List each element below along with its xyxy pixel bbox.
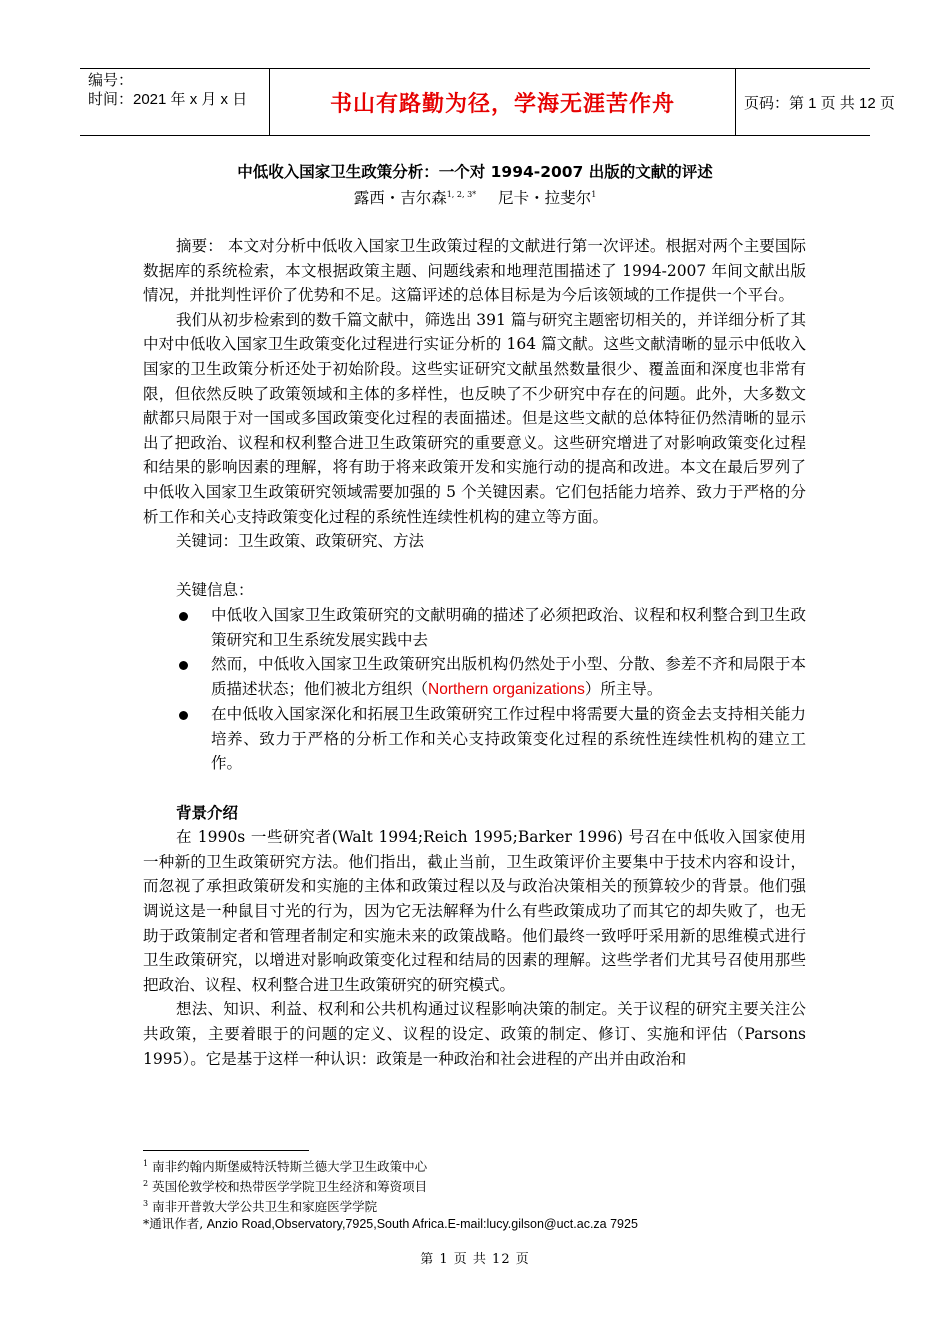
author-2-affiliation: 1 <box>591 189 597 199</box>
keywords: 关键词：卫生政策、政策研究、方法 <box>176 532 425 551</box>
header-date-label: 时间：2021 年 x 月 x 日 <box>88 91 248 108</box>
footnote-1 <box>143 1156 843 1176</box>
bullet-text-2-highlight: Northern organizations <box>428 680 585 698</box>
abstract-paragraph-2: 我们从初步检索到的数千篇文献中，筛选出 391 篇与研究主题密切相关的，并详细分析了其中对中低收入国家卫生政策变化过程进行实证分析的 164 篇文献。这些文献清晰的显示中低收入国家的卫生政策分析还处于初始阶段。这些实证研究文献虽然数量很少、覆盖面和深度也非常有限，但依然反映了政策领域和主体的多样性，也反映了不少研究中存在的问题。此外，大多数文献都只局限于对一国或多国政策变化过程的表面描述。但是这些文献的总体特征仍然清晰的显示出了把政治、议程和权利整合进卫生政策研究的重要意义。这些研究增进了对影响政策变化过程和结果的影响因素的理解，将有助于将来政策开发和实施行动的提高和改进。本文在最后罗列了中低收入国家卫生政策研究领域需要加强的 5 个关键因素。它们包括能力培养、致力于严格的分析工作和关心支持政策变化过程的系统性连续性机构的建立等方面。 <box>143 310 806 526</box>
authors <box>0 186 950 208</box>
bullet-dot-icon <box>179 661 188 670</box>
footnote-4 <box>143 1216 843 1233</box>
footnote-1-marker: 1 <box>143 1159 149 1168</box>
bullet-dot-icon <box>179 711 188 720</box>
header-page-label: 页码：第 1 页 共 12 页 <box>744 94 895 112</box>
footnote-2-text: 英国伦敦学校和热带医学学院卫生经济和筹资项目 <box>152 1179 428 1195</box>
header-table <box>80 68 895 136</box>
bullet-item-1 <box>143 603 806 652</box>
header-motto: 书山有路勤为径，学海无涯苦作舟 <box>270 69 736 135</box>
footnote-4-prefix: *通讯作者, <box>143 1215 204 1231</box>
section-heading-background: 背景介绍 <box>176 803 239 822</box>
bullet-item-3 <box>143 702 806 776</box>
footnote-2 <box>143 1176 843 1196</box>
abstract-paragraph-1: 摘要： 本文对分析中低收入国家卫生政策过程的文献进行第一次评述。根据对两个主要国际数据库的系统检索，本文根据政策主题、问题线索和地理范围描述了 1994-2007 年间文献出版情况，并批判性评价了优势和不足。这篇评述的总体目标是为今后该领域的工作提供一个平台。 <box>143 237 806 305</box>
bullet-text-2-pre: 然而，中低收入国家卫生政策研究出版机构仍然处于小型、分散、参差不齐和局限于本质描述状态；他们被北方组织（ <box>211 655 806 698</box>
document-body <box>143 234 806 1071</box>
bullet-text-1: 中低收入国家卫生政策研究的文献明确的描述了必须把政治、议程和权利整合到卫生政策研究和卫生系统发展实践中去 <box>211 605 806 649</box>
bullet-item-2 <box>143 652 806 702</box>
author-1: 露西・吉尔森 <box>353 189 447 207</box>
document-title: 中低收入国家卫生政策分析：一个对 1994-2007 出版的文献的评述 <box>237 163 713 181</box>
author-1-affiliation: 1, 2, 3* <box>446 189 477 199</box>
bullet-dot-icon <box>179 612 188 621</box>
page-footer: 第 1 页 共 12 页 <box>420 1252 530 1267</box>
header-meta <box>80 69 270 135</box>
footnote-divider <box>143 1150 309 1151</box>
background-paragraph-2: 想法、知识、利益、权利和公共机构通过议程影响决策的制定。关于议程的研究主要关注公共政策，主要着眼于的问题的定义、议程的设定、政策的制定、修订、实施和评估（Parsons 1995）。它是基于这样一种认识：政策是一种政治和社会进程的产出并由政治和 <box>143 1000 806 1068</box>
footnote-2-marker: 2 <box>143 1178 149 1188</box>
footnote-3-text: 南非开普敦大学公共卫生和家庭医学学院 <box>152 1199 378 1215</box>
bullet-text-2-post: ）所主导。 <box>584 679 663 698</box>
author-2: 尼卡・拉斐尔 <box>498 189 592 207</box>
footnote-1-text: 南非约翰内斯堡威特沃特斯兰德大学卫生政策中心 <box>152 1159 428 1175</box>
footnotes <box>143 1156 843 1233</box>
footnote-4-text: Anzio Road,Observatory,7925,South Africa.E-mail:lucy.gilson@uct.ac.za 7925 <box>203 1216 638 1231</box>
background-paragraph-1: 在 1990s 一些研究者(Walt 1994;Reich 1995;Barker 1996) 号召在中低收入国家使用一种新的卫生政策研究方法。他们指出，截止当前，卫生政策评价主要集中于技术内容和设计，而忽视了承担政策研发和实施的主体和政策过程以及与政治决策相关的预算较少的背景。他们强调说这是一种鼠目寸光的行为，因为它无法解释为什么有些政策成功了而其它的却失败了，也无助于政策制定者和管理者制定和实施未来的政策战略。他们最终一致呼吁采用新的思维模式进行卫生政策研究，以增进对影响政策变化过程和结局的因素的理解。这些学者们尤其号召使用那些把政治、议程、权利整合进卫生政策研究的研究模式。 <box>143 828 806 994</box>
footnote-3 <box>143 1196 843 1216</box>
header-number-label: 编号： <box>88 72 134 89</box>
footnote-3-marker: 3 <box>143 1198 149 1208</box>
bullet-text-3: 在中低收入国家深化和拓展卫生政策研究工作过程中将需要大量的资金去支持相关能力培养、致力于严格的分析工作和关心支持政策变化过程的系统性连续性机构的建立工作。 <box>211 705 806 773</box>
key-info-label: 关键信息： <box>176 581 254 600</box>
